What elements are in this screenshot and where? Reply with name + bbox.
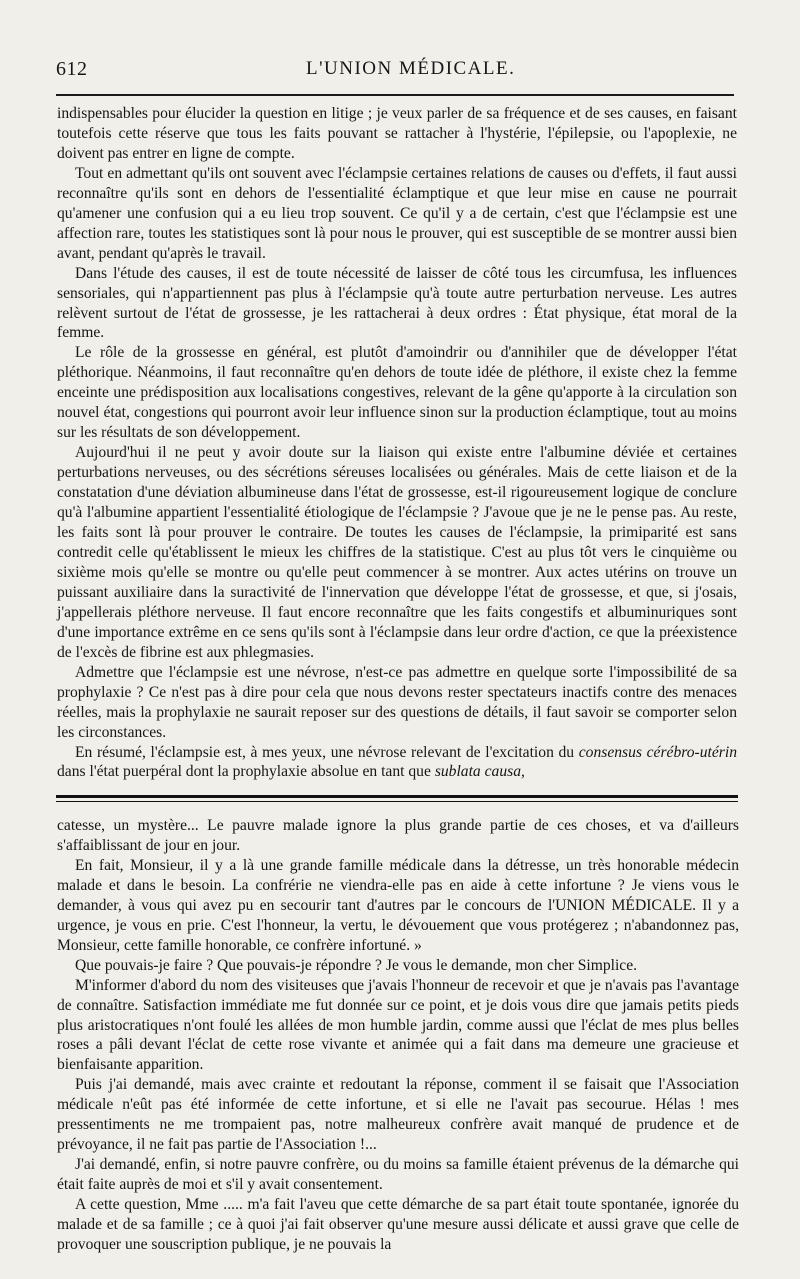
paragraph: indispensables pour élucider la question en litige ; je veux parler de sa fréquence et de ses causes, en faisant toutefois cette réserve que tous les faits pouvant se rattacher à l'hystérie, l'épilepsie, ou l'apoplexie, ne doivent pas entrer en ligne de compte. (57, 105, 737, 162)
separator-thin-line (56, 801, 738, 802)
paragraph: Tout en admettant qu'ils ont souvent avec l'éclampsie certaines relations de causes ou d'effets, il faut aussi reconnaître qu'ils sont en dehors de l'essentialité éclamptique et que leur mise en cause ne pourrait qu'amener une confusion qui a eu lieu trop souvent. Ce qu'il y a de certain, c'est que l'éclampsie est une affection rare, toutes les statistiques sont là pour nous le prouver, qui est susceptible de se montrer aussi bien avant, pendant qu'après le travail. (57, 164, 737, 262)
section-separator-rule (56, 795, 738, 804)
paragraph: M'informer d'abord du nom des visiteuses que j'avais l'honneur de recevoir et que je n'avais pas l'avantage de connaître. Satisfaction immédiate me fut donnée sur ce point, et je dois vous dire que jamais petits pieds plus aristocratiques n'ont foulé les allées de mon humble jardin, comme aussi que l'éclat de mes plus belles roses a pâli devant l'éclat de cette rose vivante et animée qui a fait dans ma demeure une gracieuse et bienfaisante apparition. (57, 976, 739, 1074)
paragraph: Le rôle de la grossesse en général, est plutôt d'amoindrir ou d'annihiler que de développer l'état pléthorique. Néanmoins, il faut reconnaître qu'en dehors de toute idée de pléthore, il existe chez la femme enceinte une prédisposition aux localisations congestives, relevant de la gêne qu'apporte à la circulation son nouvel état, congestions qui pourront avoir leur influence sinon sur la production éclamptique, tout au moins sur les résultats de son développement. (57, 344, 737, 442)
paragraph: Admettre que l'éclampsie est une névrose, n'est-ce pas admettre en quelque sorte l'impossibilité de sa prophylaxie ? Ce n'est pas à dire pour cela que nous devons rester spectateurs inactifs contre des menaces réelles, mais la prophylaxie ne saurait reposer sur des questions de détails, il faut savoir se comporter selon les circonstances. (57, 663, 737, 741)
paragraph: Aujourd'hui il ne peut y avoir doute sur la liaison qui existe entre l'albumine déviée et certaines perturbations nerveuses, ou des sécrétions séreuses localisées ou générales. Mais de cette liaison et de la constatation d'une déviation albumineuse dans l'état de grossesse, est-il rigoureusement logique de conclure qu'à l'albumine appartient l'essentialité étiologique de l'éclampsie ? J'avoue que je ne le pense pas. Au reste, les faits sont là pour prouver le contraire. De toutes les causes de l'éclampsie, la primiparité est sans contredit celle qu'établissent le mieux les chiffres de la statistique. C'est au plus tôt vers le cinquième ou sixième mois qu'elle se montre ou qu'elle peut commencer à se montrer. Aux actes utérins on trouve un puissant auxiliaire dans la suractivité de l'innervation que développe l'état de grossesse, et que, si j'osais, j'appellerais pléthore nerveuse. Il faut encore reconnaître que les faits congestifs et albuminuriques sont d'une importance extrême en ce sens qu'ils sont à l'éclampsie dans leur ordre d'action, ce que la préexistence de l'excès de fibrine est aux phlegmasies. (57, 444, 737, 661)
paragraph: J'ai demandé, enfin, si notre pauvre confrère, ou du moins sa famille étaient prévenus de la démarche qui était faite auprès de moi et s'il y avait consentement. (57, 1156, 739, 1194)
text-run: En résumé, l'éclampsie est, à mes yeux, une névrose relevant de l'excitation du (75, 743, 579, 761)
italic-term: sublata causa, (434, 763, 525, 781)
paragraph: En fait, Monsieur, il y a là une grande famille médicale dans la détresse, un très honorable médecin malade et dans le besoin. La confrérie ne viendra-elle pas en aide à cette infortune ? Je viens vous le demander, à vous qui avez pu en secourir tant d'autres par le concours de l'UNION MÉDICALE. Il y a urgence, je vous en prie. C'est l'honneur, la vertu, le dévouement que vous protégerez ; n'abandonnez pas, Monsieur, cette famille honorable, ce confrère infortuné. » (57, 856, 739, 954)
paragraph: A cette question, Mme ..... m'a fait l'aveu que cette démarche de sa part était toute spontanée, ignorée du malade et de sa famille ; ce à quoi j'ai fait observer qu'une mesure aussi délicate et aussi grave que celle de provoquer une souscription publique, je ne pouvais la (57, 1196, 739, 1254)
separator-thick-line (56, 795, 738, 798)
feuilleton-lower-column (57, 816, 739, 1255)
paragraph: Dans l'étude des causes, il est de toute nécessité de laisser de côté tous les circumfusa, les influences sensoriales, qui n'appartiennent pas plus à l'éclampsie qu'à toute autre perturbation nerveuse. Les autres relèvent surtout de l'état de grossesse, je les rattacherai à deux ordres : État physique, état moral de la femme. (57, 264, 737, 342)
paragraph: catesse, un mystère... Le pauvre malade ignore la plus grande partie de ces choses, et va d'ailleurs s'affaiblissant de jour en jour. (57, 817, 739, 854)
paragraph-last (57, 743, 737, 783)
page-number: 612 (56, 58, 88, 80)
running-title: L'UNION MÉDICALE. (306, 58, 516, 79)
paragraph: Puis j'ai demandé, mais avec crainte et redoutant la réponse, comment il se faisait que l'Association médicale n'eût pas été informée de cette infortune, et si elle ne l'avait pas secourue. Hélas ! mes pressentiments ne me trompaient pas, notre malheureux confrère avait manqué de prudence et de prévoyance, il ne fait pas partie de l'Association !... (57, 1076, 739, 1154)
article-upper-column (57, 104, 737, 782)
text-run: dans l'état puerpéral dont la prophylaxie absolue en tant que (57, 763, 435, 781)
header-rule (56, 94, 734, 96)
page-header (56, 58, 734, 88)
paragraph: Que pouvais-je faire ? Que pouvais-je répondre ? Je vous le demande, mon cher Simplice. (75, 956, 638, 974)
italic-term: consensus cérébro-utérin (578, 743, 737, 761)
